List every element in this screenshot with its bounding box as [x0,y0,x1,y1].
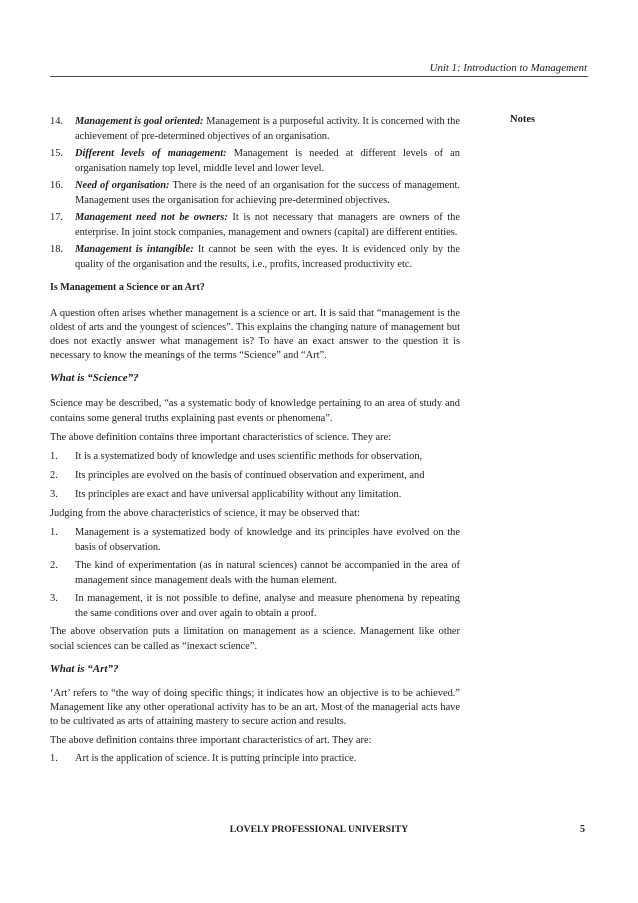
item-body [75,210,460,240]
item-term: Management need not be owners: [75,212,228,223]
list-item [50,751,460,766]
section-heading-science-or-art: Is Management a Science or an Art? [50,282,205,293]
item-number: 1. [50,527,58,538]
item-number: 18. [50,244,63,255]
judging-intro-paragraph: Judging from the above characteristics of science, it may be observed that: [50,508,360,519]
science-or-art-intro-paragraph: A question often arises whether management is a science or art. It is said that “management is the oldest of arts and the youngest of sciences”. This explains the changing nature of management but does not exactly answer what management is? To have an exact answer to the question it is necessary to know the meanings of the terms “Science” and “Art”. [50,308,460,361]
item-text: The kind of experimentation (as in natural sciences) cannot be accompanied in the area of management since management deals with the human element. [75,560,460,586]
item-body [75,242,460,272]
item-number: 16. [50,180,63,191]
item-number: 17. [50,212,63,223]
item-body [75,178,460,208]
running-header-title: Unit 1: Introduction to Management [429,62,587,74]
item-text: Art is the application of science. It is putting principle into practice. [75,752,357,764]
item-number: 2. [50,560,58,571]
item-term: Management is goal oriented: [75,116,204,127]
science-characteristics-list [50,449,460,502]
item-number: 1. [50,752,58,764]
item-term: Management is intangible: [75,244,194,255]
main-text-column [50,114,460,766]
item-number: 3. [50,489,58,500]
item-text: It is a systematized body of knowledge and uses scientific methods for observation, [75,451,423,462]
feature-item [50,210,460,240]
item-text: Its principles are exact and have universal applicability without any limitation. [75,489,402,500]
footer-publisher: LOVELY PROFESSIONAL UNIVERSITY [229,824,409,835]
header-rule [50,76,588,77]
item-body [75,146,460,176]
science-definition-paragraph: Science may be described, “as a systematic body of knowledge pertaining to an area of study and contains some general truths explaining past events or phenomena”. [50,398,460,424]
feature-item [50,114,460,144]
art-definition-paragraph: ‘Art’ refers to “the way of doing specific things; it indicates how an objective is to be achieved.” Management like any other operational activity has to be an art. Most of the managerial acts have to be cultivated as arts of attaining mastery to secure action and results. [50,687,460,727]
section-heading-art: What is “Art”? [50,663,119,675]
item-text: In management, it is not possible to define, analyse and measure phenomena by repeating the same conditions over and over again to obtain a proof. [75,593,460,619]
item-description: Management is a purposeful activity. It is concerned with the achievement of pre-determined objectives of an organisation. [75,116,460,142]
feature-item [50,178,460,208]
list-item [50,525,460,555]
item-description: Management is needed at different levels of an organisation namely top level, middle level and lower level. [75,148,460,174]
science-conclusion-paragraph: The above observation puts a limitation on management as a science. Management like other social sciences can be called as “inexact science”. [50,626,460,652]
list-item [50,487,460,502]
list-item [50,591,460,621]
art-characteristics-list [50,751,460,766]
item-text: Management is a systematized body of knowledge and its principles have evolved on the basis of observation. [75,527,460,553]
list-item [50,449,460,464]
item-text: Its principles are evolved on the basis of continued observation and experiment, and [75,470,425,481]
science-characteristics-intro: The above definition contains three important characteristics of science. They are: [50,432,392,443]
section-heading-science: What is “Science”? [50,372,139,384]
item-number: 15. [50,148,63,159]
item-body [75,114,460,144]
features-list [50,114,460,272]
list-item [50,558,460,588]
notes-margin-label: Notes [510,114,536,125]
item-term: Different levels of management: [75,148,227,159]
page-number: 5 [580,824,585,835]
item-term: Need of organisation: [75,180,170,191]
item-number: 14. [50,116,63,127]
science-observations-list [50,525,460,621]
feature-item [50,146,460,176]
item-number: 3. [50,593,58,604]
item-number: 2. [50,470,58,481]
item-description: There is the need of an organisation for the success of management. Management uses the organisation for achieving pre-determined objectives. [75,180,460,206]
list-item [50,468,460,483]
item-description: It cannot be seen with the eyes. It is evidenced only by the quality of the organisation and the results, i.e., profits, increased productivity etc. [75,244,460,270]
item-number: 1. [50,451,58,462]
item-description: It is not necessary that managers are owners of the enterprise. In joint stock companies, management and owners (capital) are different entities. [75,212,460,238]
art-characteristics-intro: The above definition contains three important characteristics of art. They are: [50,734,372,746]
feature-item [50,242,460,272]
